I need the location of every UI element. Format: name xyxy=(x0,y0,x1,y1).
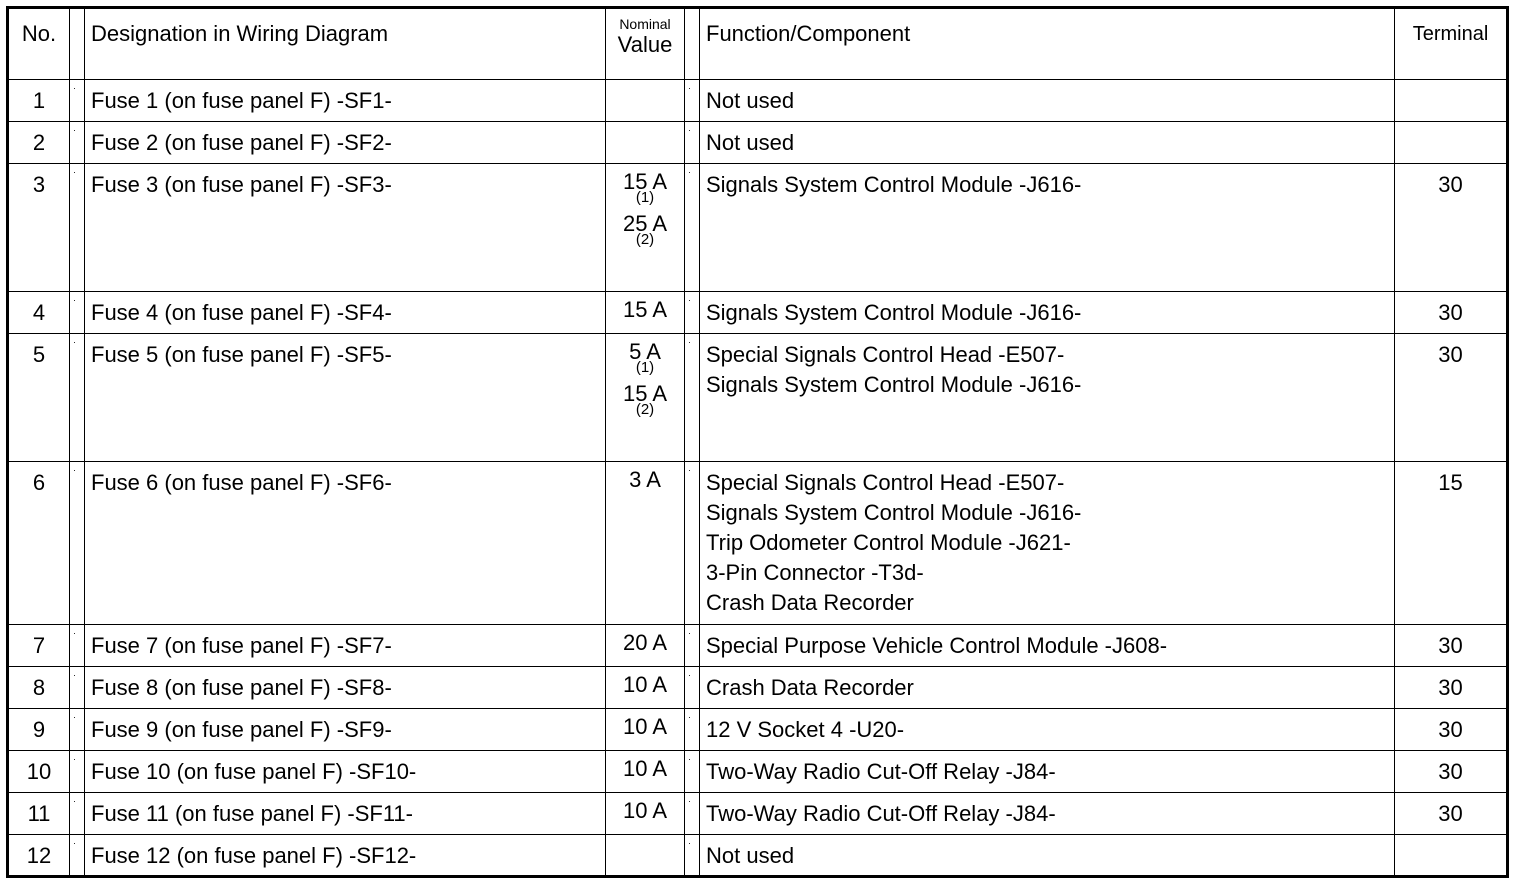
cell-designation: Fuse 3 (on fuse panel F) -SF3- xyxy=(85,164,606,292)
function-line: Not used xyxy=(706,88,795,113)
cell-function xyxy=(700,80,1395,122)
table-row xyxy=(8,667,1508,709)
function-line: Crash Data Recorder xyxy=(706,675,914,700)
tick-mark: · xyxy=(73,838,76,848)
table-row xyxy=(8,122,1508,164)
value-footnote: (1) xyxy=(635,189,655,206)
cell-spacer-right xyxy=(685,709,700,751)
table-row xyxy=(8,334,1508,462)
cell-function xyxy=(700,709,1395,751)
cell-function xyxy=(700,164,1395,292)
value-item xyxy=(606,673,684,697)
header-terminal: Terminal xyxy=(1395,8,1508,80)
cell-no: 10 xyxy=(8,751,70,793)
table-row xyxy=(8,292,1508,334)
cell-nominal-value xyxy=(606,793,685,835)
cell-spacer-left xyxy=(70,835,85,877)
tick-mark: · xyxy=(688,337,691,347)
cell-function xyxy=(700,462,1395,625)
table-row xyxy=(8,835,1508,877)
cell-terminal xyxy=(1395,80,1508,122)
function-line: 12 V Socket 4 -U20- xyxy=(706,717,905,742)
cell-nominal-value xyxy=(606,835,685,877)
function-line: Crash Data Recorder xyxy=(706,590,914,615)
cell-spacer-left xyxy=(70,80,85,122)
cell-function xyxy=(700,625,1395,667)
cell-terminal: 15 xyxy=(1395,462,1508,625)
cell-spacer-left xyxy=(70,793,85,835)
cell-nominal-value xyxy=(606,751,685,793)
cell-function xyxy=(700,122,1395,164)
cell-spacer-left xyxy=(70,292,85,334)
value-footnote: (2) xyxy=(635,401,655,418)
value-item xyxy=(606,382,684,418)
header-nominal-value xyxy=(606,8,685,80)
cell-designation: Fuse 1 (on fuse panel F) -SF1- xyxy=(85,80,606,122)
cell-designation: Fuse 4 (on fuse panel F) -SF4- xyxy=(85,292,606,334)
cell-spacer-right xyxy=(685,793,700,835)
cell-no: 6 xyxy=(8,462,70,625)
cell-designation: Fuse 6 (on fuse panel F) -SF6- xyxy=(85,462,606,625)
tick-mark: · xyxy=(688,167,691,177)
cell-spacer-left xyxy=(70,667,85,709)
cell-terminal: 30 xyxy=(1395,334,1508,462)
cell-spacer-right xyxy=(685,122,700,164)
value-item xyxy=(606,212,684,248)
value-amps: 25 A xyxy=(622,211,668,236)
function-line: Signals System Control Module -J616- xyxy=(706,500,1082,525)
value-amps: 15 A xyxy=(622,169,668,194)
cell-terminal: 30 xyxy=(1395,625,1508,667)
cell-no: 2 xyxy=(8,122,70,164)
tick-mark: · xyxy=(688,465,691,475)
cell-terminal: 30 xyxy=(1395,292,1508,334)
cell-no: 1 xyxy=(8,80,70,122)
cell-no: 5 xyxy=(8,334,70,462)
function-line: 3-Pin Connector -T3d- xyxy=(706,560,924,585)
value-amps: 20 A xyxy=(622,630,668,655)
cell-spacer-right xyxy=(685,334,700,462)
cell-terminal: 30 xyxy=(1395,751,1508,793)
tick-mark: · xyxy=(73,83,76,93)
table-body xyxy=(8,80,1508,877)
cell-spacer-left xyxy=(70,164,85,292)
value-item xyxy=(606,715,684,739)
tick-mark: · xyxy=(73,796,76,806)
table-row xyxy=(8,80,1508,122)
cell-spacer-left xyxy=(70,751,85,793)
cell-spacer-left xyxy=(70,334,85,462)
table-row xyxy=(8,462,1508,625)
function-line: Special Purpose Vehicle Control Module -J608- xyxy=(706,633,1168,658)
cell-nominal-value xyxy=(606,625,685,667)
cell-terminal: 30 xyxy=(1395,793,1508,835)
cell-spacer-right xyxy=(685,625,700,667)
cell-nominal-value xyxy=(606,164,685,292)
tick-mark: · xyxy=(688,295,691,305)
cell-spacer-right xyxy=(685,164,700,292)
cell-designation: Fuse 11 (on fuse panel F) -SF11- xyxy=(85,793,606,835)
value-item xyxy=(606,340,684,376)
cell-no: 7 xyxy=(8,625,70,667)
cell-terminal xyxy=(1395,122,1508,164)
cell-no: 8 xyxy=(8,667,70,709)
cell-designation: Fuse 12 (on fuse panel F) -SF12- xyxy=(85,835,606,877)
cell-nominal-value xyxy=(606,292,685,334)
cell-function xyxy=(700,292,1395,334)
cell-spacer-right xyxy=(685,462,700,625)
cell-no: 4 xyxy=(8,292,70,334)
header-value: Value xyxy=(617,32,673,57)
value-amps: 10 A xyxy=(622,798,668,823)
tick-mark: · xyxy=(73,754,76,764)
cell-nominal-value xyxy=(606,80,685,122)
value-item xyxy=(606,757,684,781)
header-spacer-left xyxy=(70,8,85,80)
cell-nominal-value xyxy=(606,122,685,164)
cell-function xyxy=(700,334,1395,462)
function-line: Not used xyxy=(706,843,795,868)
tick-mark: · xyxy=(688,712,691,722)
table-row xyxy=(8,164,1508,292)
cell-spacer-left xyxy=(70,625,85,667)
tick-mark: · xyxy=(73,465,76,475)
value-amps: 10 A xyxy=(622,756,668,781)
cell-terminal: 30 xyxy=(1395,164,1508,292)
cell-spacer-right xyxy=(685,80,700,122)
value-amps: 3 A xyxy=(629,467,661,492)
value-amps: 10 A xyxy=(622,672,668,697)
header-function: Function/Component xyxy=(700,8,1395,80)
cell-no: 11 xyxy=(8,793,70,835)
table-row xyxy=(8,793,1508,835)
function-line: Signals System Control Module -J616- xyxy=(706,372,1082,397)
tick-mark: · xyxy=(73,712,76,722)
cell-terminal xyxy=(1395,835,1508,877)
tick-mark: · xyxy=(688,754,691,764)
cell-terminal: 30 xyxy=(1395,709,1508,751)
function-line: Signals System Control Module -J616- xyxy=(706,172,1082,197)
cell-designation: Fuse 7 (on fuse panel F) -SF7- xyxy=(85,625,606,667)
cell-spacer-right xyxy=(685,751,700,793)
cell-designation: Fuse 9 (on fuse panel F) -SF9- xyxy=(85,709,606,751)
tick-mark: · xyxy=(73,670,76,680)
value-item xyxy=(606,799,684,823)
cell-nominal-value xyxy=(606,667,685,709)
value-item xyxy=(606,631,684,655)
function-line: Not used xyxy=(706,130,795,155)
value-amps: 15 A xyxy=(622,297,668,322)
cell-spacer-left xyxy=(70,462,85,625)
cell-nominal-value xyxy=(606,709,685,751)
function-line: Two-Way Radio Cut-Off Relay -J84- xyxy=(706,759,1056,784)
function-line: Trip Odometer Control Module -J621- xyxy=(706,530,1071,555)
value-amps: 10 A xyxy=(622,714,668,739)
header-spacer-right xyxy=(685,8,700,80)
table-row xyxy=(8,751,1508,793)
cell-nominal-value xyxy=(606,462,685,625)
cell-function xyxy=(700,667,1395,709)
tick-mark: · xyxy=(688,83,691,93)
value-amps: 15 A xyxy=(622,381,668,406)
tick-mark: · xyxy=(688,796,691,806)
value-footnote: (1) xyxy=(635,359,655,376)
value-item xyxy=(606,468,684,492)
function-line: Signals System Control Module -J616- xyxy=(706,300,1082,325)
tick-mark: · xyxy=(73,167,76,177)
tick-mark: · xyxy=(73,125,76,135)
cell-designation: Fuse 8 (on fuse panel F) -SF8- xyxy=(85,667,606,709)
cell-spacer-right xyxy=(685,292,700,334)
value-amps: 5 A xyxy=(629,339,661,364)
tick-mark: · xyxy=(688,838,691,848)
cell-spacer-right xyxy=(685,667,700,709)
header-designation: Designation in Wiring Diagram xyxy=(85,8,606,80)
cell-terminal: 30 xyxy=(1395,667,1508,709)
cell-spacer-right xyxy=(685,835,700,877)
cell-spacer-left xyxy=(70,122,85,164)
cell-function xyxy=(700,793,1395,835)
table-row xyxy=(8,625,1508,667)
tick-mark: · xyxy=(73,295,76,305)
value-item xyxy=(606,170,684,206)
function-line: Special Signals Control Head -E507- xyxy=(706,342,1065,367)
cell-designation: Fuse 10 (on fuse panel F) -SF10- xyxy=(85,751,606,793)
header-no: No. xyxy=(8,8,70,80)
value-footnote: (2) xyxy=(635,231,655,248)
fuse-table xyxy=(6,6,1509,878)
tick-mark: · xyxy=(73,628,76,638)
tick-mark: · xyxy=(688,628,691,638)
cell-spacer-left xyxy=(70,709,85,751)
table-header-row xyxy=(8,8,1508,80)
tick-mark: · xyxy=(688,670,691,680)
cell-function xyxy=(700,835,1395,877)
tick-mark: · xyxy=(73,337,76,347)
cell-no: 9 xyxy=(8,709,70,751)
cell-no: 12 xyxy=(8,835,70,877)
value-item xyxy=(606,298,684,322)
cell-no: 3 xyxy=(8,164,70,292)
header-nominal: Nominal xyxy=(619,16,671,32)
function-line: Special Signals Control Head -E507- xyxy=(706,470,1065,495)
cell-designation: Fuse 5 (on fuse panel F) -SF5- xyxy=(85,334,606,462)
table-row xyxy=(8,709,1508,751)
cell-function xyxy=(700,751,1395,793)
cell-nominal-value xyxy=(606,334,685,462)
cell-designation: Fuse 2 (on fuse panel F) -SF2- xyxy=(85,122,606,164)
tick-mark: · xyxy=(688,125,691,135)
function-line: Two-Way Radio Cut-Off Relay -J84- xyxy=(706,801,1056,826)
